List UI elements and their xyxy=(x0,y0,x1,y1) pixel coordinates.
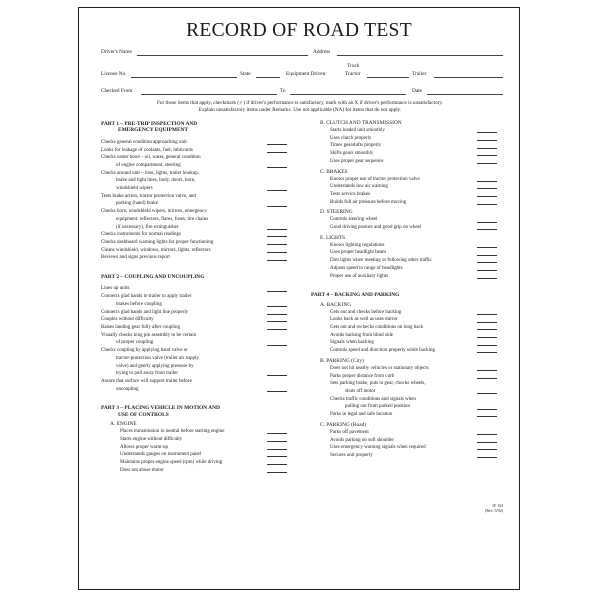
checkmark-blank[interactable] xyxy=(477,140,497,141)
trailer-label: Trailer xyxy=(412,71,427,77)
checklist-item xyxy=(101,324,291,332)
checkmark-blank[interactable] xyxy=(477,442,497,443)
checklist-item xyxy=(101,467,291,475)
checkmark-blank[interactable] xyxy=(477,370,497,371)
checkmark-blank[interactable] xyxy=(267,291,287,292)
checklist-item-text: Controls steering wheel xyxy=(330,217,378,223)
checklist-item xyxy=(311,429,501,437)
license-label: License No. xyxy=(101,71,127,77)
checklist-item xyxy=(101,231,291,239)
checkmark-blank[interactable] xyxy=(267,472,287,473)
checklist-item-text: windshield wipers xyxy=(116,186,153,192)
checklist-item-text: Knows lighting regulations xyxy=(330,242,385,248)
checklist-item-text: Shifts gears smoothly xyxy=(330,151,374,157)
checklist-item-text: Avoids parking on soft shoulder xyxy=(330,437,395,443)
checklist-item-text: Does not hit nearby vehicles or stationary objects xyxy=(330,365,429,371)
checkmark-blank[interactable] xyxy=(477,255,497,256)
checkmark-blank[interactable] xyxy=(267,321,287,322)
checklist-item xyxy=(311,324,501,332)
checklist-item-text: Knows proper use of tractor protection valve xyxy=(330,176,420,182)
checkmark-blank[interactable] xyxy=(267,244,287,245)
checklist-item xyxy=(101,154,291,169)
checklist-item-text: Does not abuse motor xyxy=(120,467,164,473)
checklist-item xyxy=(311,216,501,224)
checklist-item-text: Controls speed and direction properly while backing xyxy=(330,348,435,354)
checkmark-blank[interactable] xyxy=(267,329,287,330)
subsection-heading: D. STEERING xyxy=(320,209,353,216)
checklist-item xyxy=(311,444,501,452)
part-heading xyxy=(101,121,291,134)
checklist-item-text: trying to pull away from trailer xyxy=(116,371,179,377)
checkmark-blank[interactable] xyxy=(477,314,497,315)
checklist-item xyxy=(311,265,501,273)
checklist-item-text: Checks dashboard warning lights for proper functioning xyxy=(101,239,214,245)
checklist-item-text: Times gearshifts properly xyxy=(330,143,382,149)
checkmark-blank[interactable] xyxy=(267,375,287,376)
checklist-item-text: Dim lights when meeting or following other traffic xyxy=(330,258,432,264)
part-heading-line: PART 2 – COUPLING AND UNCOUPLING xyxy=(101,274,205,281)
checkmark-blank[interactable] xyxy=(477,329,497,330)
checklist-item-text: Connects glad hands to trailer to apply trailer xyxy=(101,294,192,300)
checklist-item xyxy=(311,380,501,395)
checklist-item-text: Tests brake action, tractor protection valve, and xyxy=(101,193,196,199)
checklist-item xyxy=(311,309,501,317)
checklist-item xyxy=(101,193,291,208)
checklist-item xyxy=(101,147,291,155)
checklist-item xyxy=(101,436,291,444)
checklist-item xyxy=(311,396,501,411)
checklist-item-text: Uses clutch properly xyxy=(330,135,372,141)
checkmark-blank[interactable] xyxy=(477,204,497,205)
checklist-item xyxy=(101,285,291,293)
checklist-item xyxy=(311,191,501,199)
subsection-heading: E. LIGHTS xyxy=(320,234,346,241)
truck-label: Truck xyxy=(347,63,360,69)
to-field[interactable] xyxy=(290,94,406,95)
checklist-item xyxy=(311,452,501,460)
checklist-item xyxy=(101,451,291,459)
checklist-item xyxy=(101,170,291,193)
checklist-item-text: Looks back as well as uses mirror xyxy=(330,317,398,323)
checkmark-blank[interactable] xyxy=(477,132,497,133)
checklist-item-text: Lines up units xyxy=(101,286,130,292)
checklist-item-text: Reviews and signs previous report xyxy=(101,255,170,261)
checkmark-blank[interactable] xyxy=(267,449,287,450)
checklist-item-text: Avoids backing from blind side xyxy=(330,332,393,338)
checkmark-blank[interactable] xyxy=(477,196,497,197)
address-label: Address xyxy=(313,49,331,55)
form-title: RECORD OF ROAD TEST xyxy=(186,20,412,41)
checklist-item xyxy=(311,135,501,143)
checklist-item-text: Proper use of auxiliary lights xyxy=(330,273,389,279)
checklist-item xyxy=(311,150,501,158)
checklist-item-text: Checks horn, windshield wipers, mirrors, emergency xyxy=(101,209,207,215)
checklist-item xyxy=(311,411,501,419)
checklist-item xyxy=(101,444,291,452)
checklist-item xyxy=(311,347,501,355)
checkmark-blank[interactable] xyxy=(267,441,287,442)
checklist-item xyxy=(311,437,501,445)
tractor-field[interactable] xyxy=(367,77,409,78)
checkmark-blank[interactable] xyxy=(477,416,497,417)
part-heading xyxy=(311,292,501,298)
checklist-item xyxy=(101,347,291,378)
checklist-item-text: Maintains proper engine speed (rpm) while driving xyxy=(120,459,223,465)
checkmark-blank[interactable] xyxy=(267,236,287,237)
checklist-item-text: Good driving posture and good grip on wheel xyxy=(330,225,422,231)
checklist-item-text: tractor-protection valve (trailer air supply xyxy=(116,355,199,361)
checklist-item xyxy=(311,332,501,340)
checkmark-blank[interactable] xyxy=(267,229,287,230)
checklist-item-text: equipment: reflectors, flares, fuses, tire chains xyxy=(116,216,209,222)
instruction-line: Explain unsatisfactory items under Remarks. Use not applicable (NA) for items that do not apply. xyxy=(198,107,402,113)
checklist-item-text: Builds full air pressure before moving xyxy=(330,199,407,205)
checklist-item xyxy=(311,142,501,150)
checkmark-blank[interactable] xyxy=(477,457,497,458)
part-heading-line: PART 1 – PRE-TRIP INSPECTION AND xyxy=(101,121,198,127)
checklist-item xyxy=(101,428,291,436)
checklist-item xyxy=(311,224,501,232)
checkmark-blank[interactable] xyxy=(477,163,497,164)
checklist-item xyxy=(311,183,501,191)
part-heading-line: PART 3 – PLACING VEHICLE IN MOTION AND xyxy=(101,405,220,412)
checklist-item xyxy=(311,158,501,166)
checklist-item-text: Starts loaded unit smoothly xyxy=(330,128,385,133)
checklist-item-text: Checks around unit – tires, lights, trailer hookup, xyxy=(101,170,200,176)
checklist-item xyxy=(101,316,291,324)
checklist-item xyxy=(311,242,501,250)
subsection-heading: A. ENGINE xyxy=(110,421,137,428)
checkmark-blank[interactable] xyxy=(267,152,287,153)
to-label: To xyxy=(280,88,286,94)
checklist-item xyxy=(311,273,501,281)
checklist-item xyxy=(311,373,501,381)
trailer-field[interactable] xyxy=(434,77,503,78)
checklist-item-text: Assure that surface will support trailer before xyxy=(101,378,192,384)
checklist-item-text: Starts engine without difficulty xyxy=(120,436,183,442)
checkmark-blank[interactable] xyxy=(477,270,497,271)
checklist-item-text: Understands gauges on instrument panel xyxy=(120,452,202,458)
checkmark-blank[interactable] xyxy=(477,148,497,149)
tractor-label: Tractor xyxy=(345,71,361,77)
part-heading-line: USE OF CONTROLS xyxy=(118,411,169,418)
checklist-item-text: brake and light lines, body, doors, horn, xyxy=(116,178,196,184)
checkmark-blank[interactable] xyxy=(477,222,497,223)
subsection-heading: B. CLUTCH AND TRANSMISSION xyxy=(320,120,402,126)
checklist-item-text: pulling out from parked position xyxy=(345,404,410,410)
checked-from-label: Checked From xyxy=(101,88,133,94)
instruction-line: For those items that apply, checkmark (✓) if driver's performance is satisfactory, mark with an X if driver's performance is unsatisfactory. xyxy=(157,100,443,106)
checkmark-blank[interactable] xyxy=(477,434,497,435)
checklist-item-text: (if necessary), fire extinguisher xyxy=(116,224,179,230)
checklist-item-text: Connects glad hands and light line properly xyxy=(101,309,189,315)
checklist-item-text: valve) and gently applying pressure by xyxy=(116,363,194,369)
part-heading xyxy=(101,405,291,418)
part-heading-line: EMERGENCY EQUIPMENT xyxy=(118,127,189,134)
checklist-item-text: Adjusts speed to range of headlights xyxy=(330,265,403,271)
checked-from-field[interactable] xyxy=(141,94,277,95)
checklist-item xyxy=(101,293,291,308)
state-label: State xyxy=(240,71,251,77)
checklist-item-text: Visually checks king pin assembly to be certain xyxy=(101,332,197,338)
checklist-item-text: of proper coupling xyxy=(116,340,154,346)
checklist-item-text: Places transmission in neutral before starting engine xyxy=(120,429,225,435)
checkmark-blank[interactable] xyxy=(267,260,287,261)
checklist-item-text: shuts off motor xyxy=(345,388,376,394)
checklist-item xyxy=(101,309,291,317)
subsection-heading: A. BACKING xyxy=(320,301,352,308)
checklist-item-text: Parks in legal and safe location xyxy=(330,412,393,418)
date-field[interactable] xyxy=(427,94,503,95)
checklist-item xyxy=(311,339,501,347)
checklist-item xyxy=(311,365,501,373)
checkmark-blank[interactable] xyxy=(477,378,497,379)
checkmark-blank[interactable] xyxy=(477,352,497,353)
checklist-item-text: Checks under hood – oil, water, general condition xyxy=(101,155,201,161)
part-heading-line: PART 4 – BACKING AND PARKING xyxy=(311,292,400,299)
checkmark-blank[interactable] xyxy=(477,247,497,248)
checklist-item-text: Uses emergency warning signals when required xyxy=(330,445,426,451)
checklist-item-text: Checks traffic conditions and signals when xyxy=(330,396,416,402)
checklist-item-text: Sets parking brake, puts in gear, chocks wheels, xyxy=(330,381,426,387)
checklist-item-text: Gets out and rechecks conditions on long back xyxy=(330,325,424,331)
checkmark-blank[interactable] xyxy=(477,449,497,450)
checklist-item xyxy=(101,378,291,393)
checklist-item-text: Raises landing gear fully after coupling xyxy=(101,324,181,330)
checklist-item-text: parking (hand) brake xyxy=(116,201,158,207)
road-test-form xyxy=(78,7,520,590)
checklist-item xyxy=(101,239,291,247)
checklist-item-text: Parks proper distance from curb xyxy=(330,373,395,379)
checkmark-blank[interactable] xyxy=(477,345,497,346)
checklist-item xyxy=(311,249,501,257)
checklist-item-text: Understands low air warning xyxy=(330,184,388,190)
checkmark-blank[interactable] xyxy=(267,144,287,145)
checklist-item-text: Uses proper headlight beam xyxy=(330,250,386,256)
checklist-item-text: Couples without difficulty xyxy=(101,317,154,323)
checkmark-blank[interactable] xyxy=(477,409,497,410)
checklist-item-text: Parks off pavement xyxy=(330,429,369,435)
checkmark-blank[interactable] xyxy=(477,229,497,230)
checklist-item-text: of engine compartment, steering xyxy=(116,162,181,168)
checkmark-blank[interactable] xyxy=(477,322,497,323)
driver-name-field[interactable] xyxy=(137,55,308,56)
checklist-item xyxy=(101,208,291,231)
left-column xyxy=(101,111,291,474)
checklist-item xyxy=(311,257,501,265)
checklist-item xyxy=(311,127,501,135)
checklist-item-text: Secures unit properly xyxy=(330,452,373,458)
checklist-item xyxy=(101,332,291,347)
driver-name-label: Driver's Name xyxy=(101,49,132,55)
checkmark-blank[interactable] xyxy=(267,167,287,168)
checklist-item-text: Signals when backing xyxy=(330,340,374,346)
checklist-item xyxy=(101,139,291,147)
checkmark-blank[interactable] xyxy=(267,456,287,457)
checklist-item-text: Tests service brakes xyxy=(330,191,370,197)
checkmark-blank[interactable] xyxy=(477,278,497,279)
checklist-item-text: Cleans windshield, windows, mirrors, lights, reflectors xyxy=(101,247,211,253)
checkmark-blank[interactable] xyxy=(267,190,287,191)
address-field[interactable] xyxy=(337,55,503,56)
date-label: Date xyxy=(412,88,422,94)
checkmark-blank[interactable] xyxy=(477,188,497,189)
subsection-heading: C. BRAKES xyxy=(320,168,348,175)
checkmark-blank[interactable] xyxy=(477,393,497,394)
checkmark-blank[interactable] xyxy=(267,464,287,465)
checklist-item-text: uncoupling xyxy=(116,386,139,392)
checklist-item-text: Looks for leakage of coolants, fuel, lubricants xyxy=(101,147,193,153)
checkmark-blank[interactable] xyxy=(267,252,287,253)
checklist-item-text: brakes before coupling xyxy=(116,301,162,307)
checklist-item xyxy=(101,254,291,262)
checkmark-blank[interactable] xyxy=(477,337,497,338)
checkmark-blank[interactable] xyxy=(267,314,287,315)
form-code: 1F 1SJ (Rev. 5/92) xyxy=(485,503,503,513)
checklist-item xyxy=(101,459,291,467)
checkmark-blank[interactable] xyxy=(267,306,287,307)
right-column xyxy=(311,111,501,460)
checklist-item-text: Uses proper gear sequence xyxy=(330,158,384,164)
checklist-item-text: Gets out and checks before backing xyxy=(330,309,402,315)
checkmark-blank[interactable] xyxy=(477,181,497,182)
checklist-item-text: Checks general condition approaching unit xyxy=(101,139,187,145)
checklist-item-text: Checks coupling by applying hand valve or xyxy=(101,348,188,354)
equipment-driven-label: Equipment Driven: xyxy=(286,71,327,77)
checklist-item xyxy=(311,316,501,324)
checkmark-blank[interactable] xyxy=(477,262,497,263)
checkmark-blank[interactable] xyxy=(477,155,497,156)
checkmark-blank[interactable] xyxy=(267,345,287,346)
checklist-item xyxy=(101,247,291,255)
checklist-item-text: Allows proper warm-up xyxy=(120,444,169,450)
checklist-item-text: Checks instruments for normal readings xyxy=(101,232,181,238)
subsection-heading: C. PARKING (Road) xyxy=(320,421,367,428)
checkmark-blank[interactable] xyxy=(267,433,287,434)
state-field[interactable] xyxy=(256,77,280,78)
checklist-item xyxy=(311,199,501,207)
subsection-heading: B. PARKING (City) xyxy=(320,357,364,364)
license-field[interactable] xyxy=(131,77,237,78)
checklist-item xyxy=(311,176,501,184)
checkmark-blank[interactable] xyxy=(267,206,287,207)
checkmark-blank[interactable] xyxy=(267,391,287,392)
